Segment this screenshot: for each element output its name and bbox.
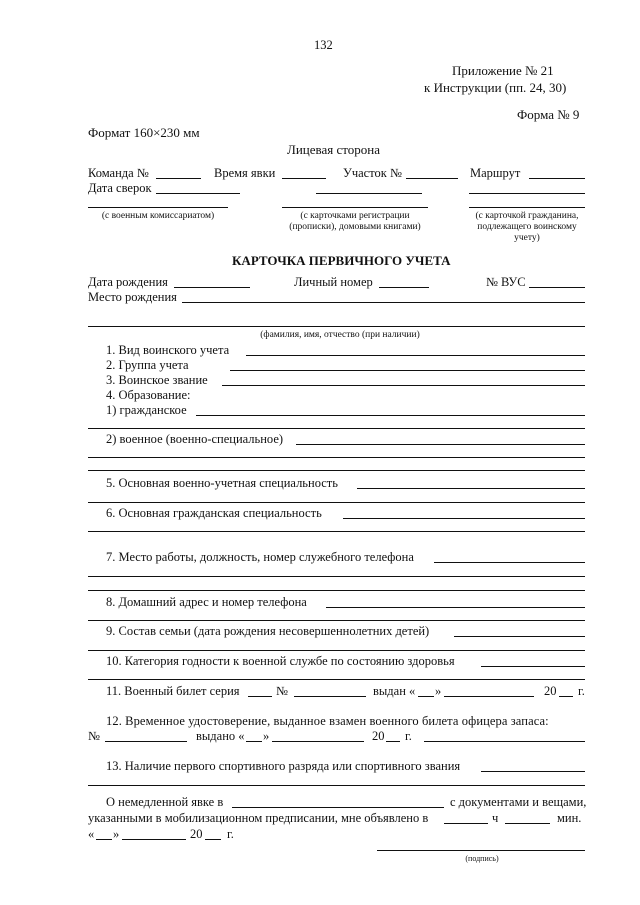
item-4-1-field-2[interactable] xyxy=(88,428,585,429)
item-13-field[interactable] xyxy=(481,771,585,772)
birth-date-label: Дата рождения xyxy=(88,275,168,289)
item-5-field-2[interactable] xyxy=(88,502,585,503)
check-date-field-2[interactable] xyxy=(316,193,422,194)
notice-hours-field[interactable] xyxy=(444,823,488,824)
item-3-label: 3. Воинское звание xyxy=(106,373,208,387)
registration-check-line[interactable] xyxy=(282,207,428,208)
item-11-issued-label: выдан « xyxy=(373,684,416,698)
item-11-quote-close: » xyxy=(435,684,442,698)
page-number: 132 xyxy=(314,38,333,52)
signature-note: (подпись) xyxy=(465,854,499,863)
item-11-year-suffix: г. xyxy=(578,684,585,698)
appendix-title: Приложение № 21 xyxy=(452,63,554,78)
birth-date-field[interactable] xyxy=(174,287,250,288)
side-label: Лицевая сторона xyxy=(287,142,380,157)
item-10-field[interactable] xyxy=(481,666,585,667)
item-4-2-label: 2) военное (военно-специальное) xyxy=(106,432,284,446)
commissariat-check-line[interactable] xyxy=(88,207,228,208)
item-13-field-2[interactable] xyxy=(88,785,585,786)
temp-id-year-field[interactable] xyxy=(386,741,400,742)
item-4-1-label: 1) гражданское xyxy=(106,403,187,417)
arrival-time-field[interactable] xyxy=(282,178,326,179)
form-number: Форма № 9 xyxy=(517,107,580,122)
check-date-field-3[interactable] xyxy=(469,193,585,194)
personal-number-label: Личный номер xyxy=(294,275,373,289)
item-11-label: 11. Военный билет серия xyxy=(106,684,240,698)
notice-quote-close: » xyxy=(113,827,120,841)
notice-day-field[interactable] xyxy=(96,839,112,840)
item-7-field-3[interactable] xyxy=(88,590,585,591)
item-10-field-2[interactable] xyxy=(88,679,585,680)
military-id-day-field[interactable] xyxy=(418,696,434,697)
item-9-field[interactable] xyxy=(454,636,585,637)
item-8-label: 8. Домашний адрес и номер телефона xyxy=(106,595,307,609)
citizen-card-check-line[interactable] xyxy=(469,207,585,208)
appendix-reference: к Инструкции (пп. 24, 30) xyxy=(424,80,567,95)
notice-quote-open: « xyxy=(88,827,95,841)
signature-line[interactable] xyxy=(377,850,585,851)
military-id-number-field[interactable] xyxy=(294,696,366,697)
temp-id-extra-field[interactable] xyxy=(424,741,585,742)
citizen-card-note: (с карточкой гражданина, подлежащего воинскому учету) xyxy=(475,211,579,243)
item-12-label: 12. Временное удостоверение, выданное взамен военного билета офицера запаса: xyxy=(106,714,549,728)
item-12-number-label: № xyxy=(88,729,100,743)
item-4-label: 4. Образование: xyxy=(106,388,191,402)
personal-number-field[interactable] xyxy=(379,287,429,288)
area-field[interactable] xyxy=(406,178,458,179)
temp-id-day-field[interactable] xyxy=(246,741,262,742)
item-6-field[interactable] xyxy=(343,518,585,519)
item-6-field-2[interactable] xyxy=(88,531,585,532)
item-5-field[interactable] xyxy=(357,488,585,489)
item-5-label: 5. Основная военно-учетная специальность xyxy=(106,476,338,490)
item-7-label: 7. Место работы, должность, номер служебного телефона xyxy=(106,550,414,564)
birth-place-label: Место рождения xyxy=(88,290,177,304)
notice-month-field[interactable] xyxy=(122,839,186,840)
item-11-year-prefix: 20 xyxy=(544,684,557,698)
full-name-note: (фамилия, имя, отчество (при наличии) xyxy=(260,330,420,340)
temp-id-month-field[interactable] xyxy=(272,741,364,742)
item-4-1-field[interactable] xyxy=(196,415,585,416)
card-title: КАРТОЧКА ПЕРВИЧНОГО УЧЕТА xyxy=(232,253,451,268)
military-id-year-field[interactable] xyxy=(559,696,573,697)
birth-place-field[interactable] xyxy=(182,302,585,303)
item-1-label: 1. Вид воинского учета xyxy=(106,343,230,357)
notice-minutes-field[interactable] xyxy=(505,823,550,824)
notice-place-field[interactable] xyxy=(232,807,444,808)
route-label: Маршрут xyxy=(470,166,521,180)
notice-year-prefix: 20 xyxy=(190,827,203,841)
arrival-time-label: Время явки xyxy=(214,166,276,180)
item-8-field-2[interactable] xyxy=(88,620,585,621)
notice-year-field[interactable] xyxy=(205,839,221,840)
item-7-field[interactable] xyxy=(434,562,585,563)
area-label: Участок № xyxy=(343,166,402,180)
item-6-label: 6. Основная гражданская специальность xyxy=(106,506,322,520)
item-8-field[interactable] xyxy=(326,607,585,608)
vus-label: № ВУС xyxy=(486,275,526,289)
route-field[interactable] xyxy=(529,178,585,179)
temp-id-number-field[interactable] xyxy=(105,741,187,742)
check-date-field[interactable] xyxy=(156,193,240,194)
item-7-field-2[interactable] xyxy=(88,576,585,577)
full-name-field[interactable] xyxy=(88,326,585,327)
check-date-label: Дата сверок xyxy=(88,181,152,195)
notice-year-suffix: г. xyxy=(227,827,234,841)
item-12-year-suffix: г. xyxy=(405,729,412,743)
item-2-field[interactable] xyxy=(230,370,585,371)
notice-line-1-start: О немедленной явке в xyxy=(106,795,224,809)
format-label: Формат 160×230 мм xyxy=(88,125,200,140)
item-12-issued-label: выдано « xyxy=(196,729,245,743)
item-12-year-prefix: 20 xyxy=(372,729,385,743)
team-field[interactable] xyxy=(156,178,201,179)
item-9-label: 9. Состав семьи (дата рождения несовершеннолетних детей) xyxy=(106,624,430,638)
notice-hours-label: ч xyxy=(492,811,499,825)
notice-line-1-end: с документами и вещами, xyxy=(450,795,587,809)
item-13-label: 13. Наличие первого спортивного разряда или спортивного звания xyxy=(106,759,461,773)
item-3-field[interactable] xyxy=(222,385,585,386)
commissariat-note: (с военным комиссариатом) xyxy=(101,211,215,221)
item-4-2-field-3[interactable] xyxy=(88,470,585,471)
notice-minutes-label: мин. xyxy=(557,811,582,825)
military-id-series-field[interactable] xyxy=(248,696,272,697)
item-11-number-label: № xyxy=(276,684,288,698)
vus-field[interactable] xyxy=(529,287,585,288)
item-4-2-field-2[interactable] xyxy=(88,457,585,458)
item-12-quote-close: » xyxy=(263,729,270,743)
military-id-month-field[interactable] xyxy=(444,696,534,697)
item-10-label: 10. Категория годности к военной службе по состоянию здоровья xyxy=(106,654,455,668)
registration-note: (с карточками регистрации (прописки), домовыми книгами) xyxy=(289,211,421,232)
notice-line-2-start: указанными в мобилизационном предписании, мне объявлено в xyxy=(88,811,429,825)
item-4-2-field[interactable] xyxy=(296,444,585,445)
item-2-label: 2. Группа учета xyxy=(106,358,189,372)
item-9-field-2[interactable] xyxy=(88,650,585,651)
item-1-field[interactable] xyxy=(246,355,585,356)
team-label: Команда № xyxy=(88,166,149,180)
